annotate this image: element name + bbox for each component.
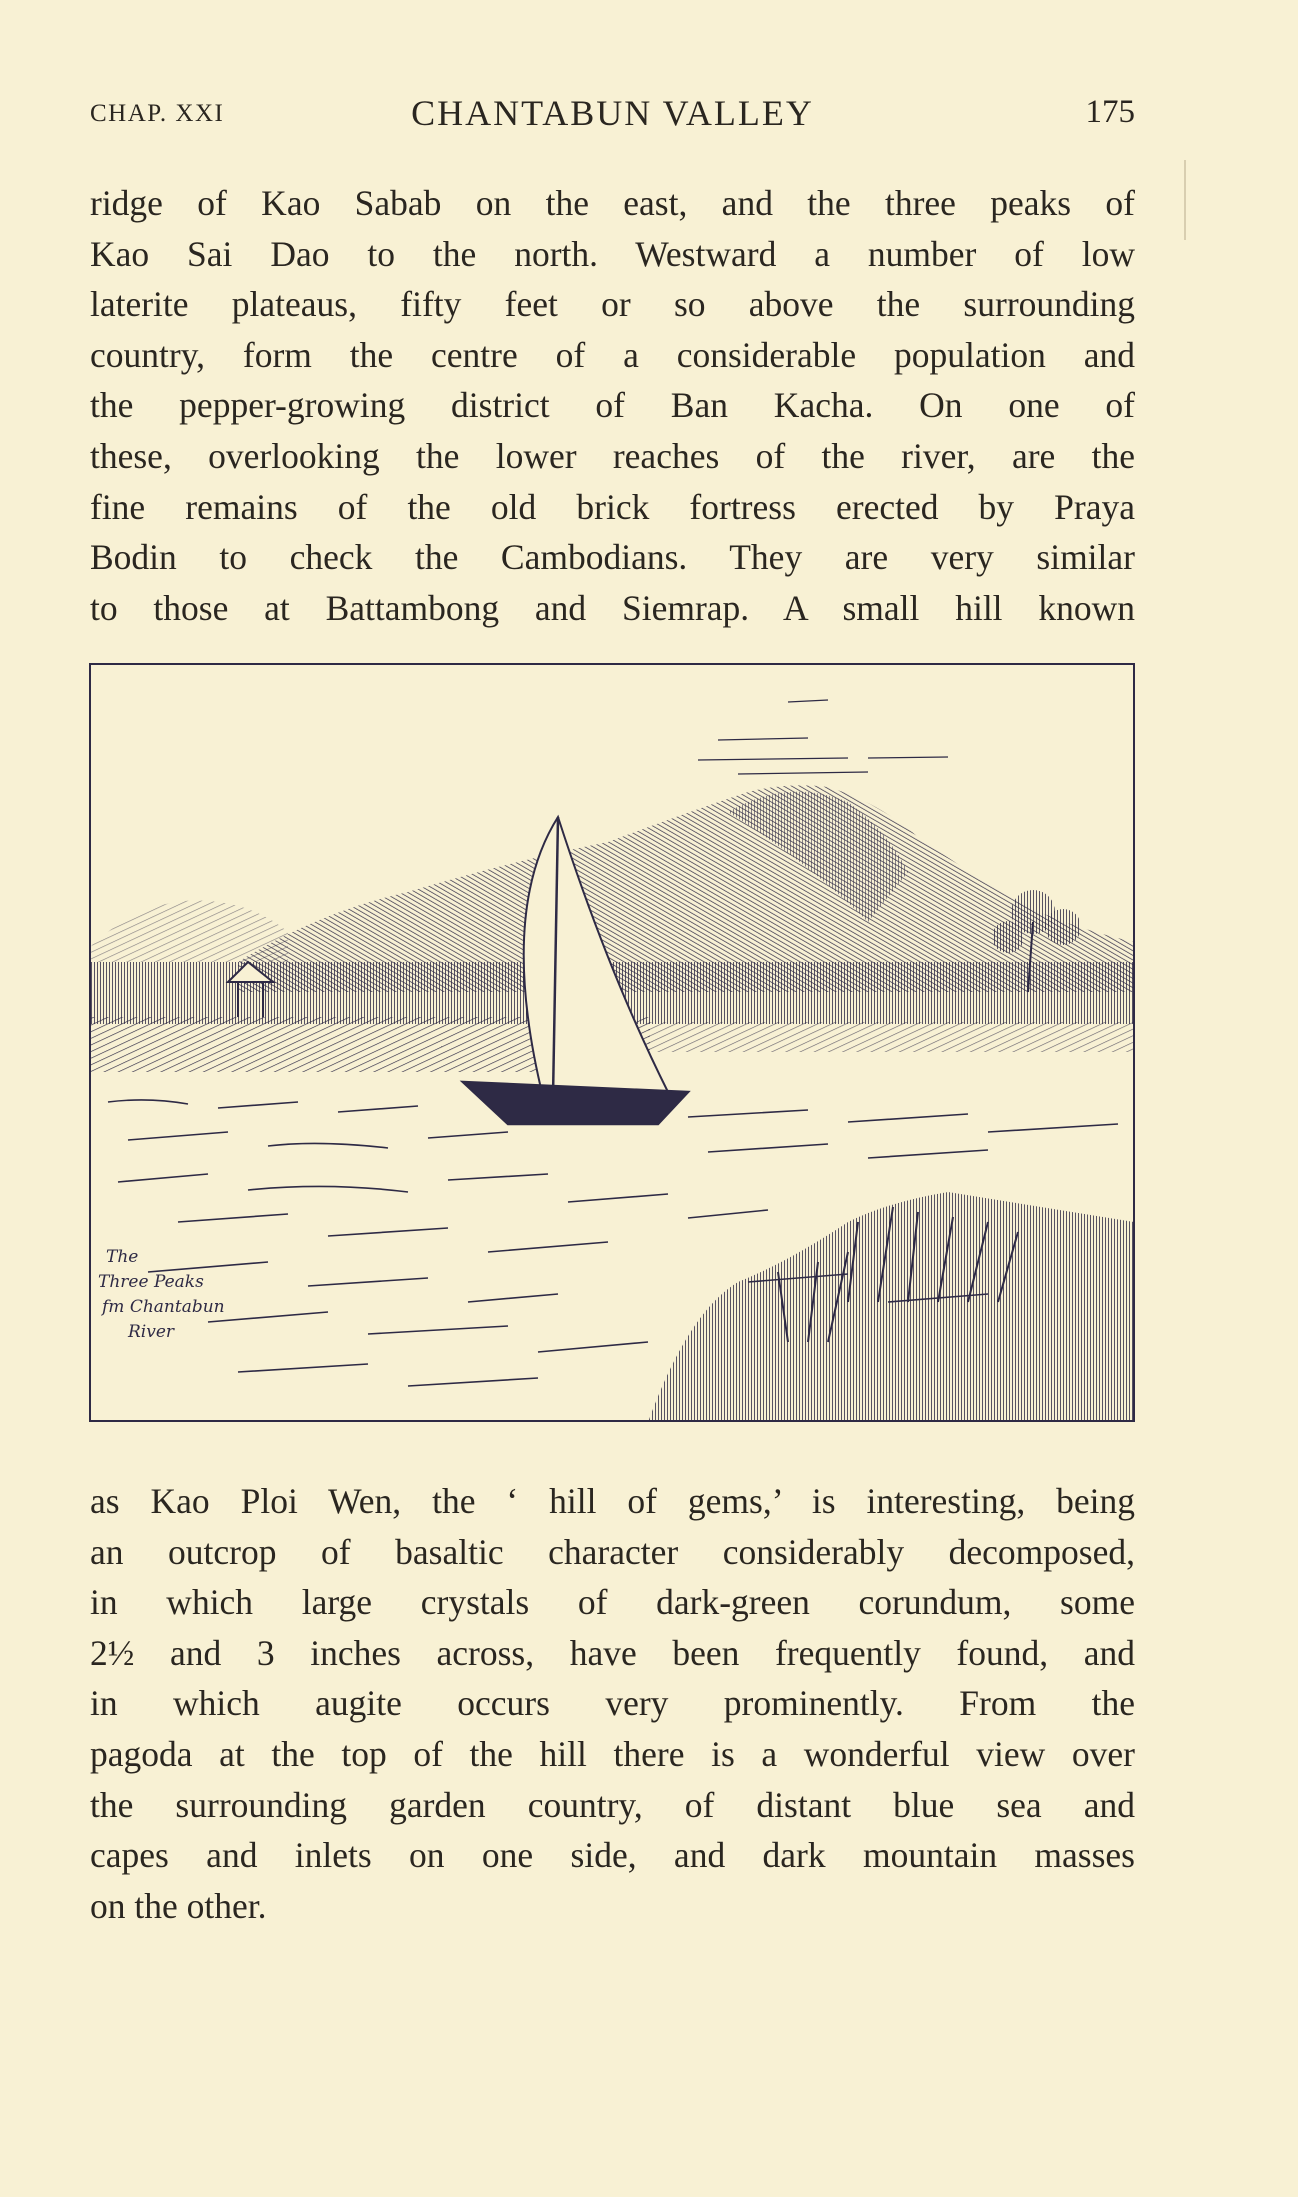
text-line: fine remains of the old brick fortress erected by Praya: [90, 486, 1135, 527]
svg-text:The: The: [106, 1247, 139, 1267]
text-line: capes and inlets on one side, and dark mountain masses: [90, 1835, 1135, 1876]
text-line: pagoda at the top of the hill there is a wonderful view over: [90, 1733, 1135, 1774]
text-line: the surrounding garden country, of distant blue sea and: [90, 1784, 1135, 1825]
running-header: [90, 92, 1135, 142]
paragraph-bottom: [90, 1476, 1135, 1931]
text-line: to those at Battambong and Siemrap. A small hill known: [90, 587, 1135, 628]
river-landscape-illustration: [88, 662, 1140, 1427]
text-line: the pepper-growing district of Ban Kacha. On one of: [90, 385, 1135, 426]
text-line: 2½ and 3 inches across, have been frequently found, and: [90, 1632, 1135, 1673]
text-line: Kao Sai Dao to the north. Westward a number of low: [90, 233, 1135, 274]
svg-text:Three Peaks: Three Peaks: [98, 1272, 204, 1292]
running-title: CHANTABUN VALLEY: [411, 93, 814, 133]
scan-edge-mark: [1184, 160, 1186, 240]
chapter-label: CHAP. XXI: [90, 100, 225, 127]
svg-text:fm Chantabun: fm Chantabun: [102, 1297, 225, 1317]
svg-text:River: River: [128, 1322, 175, 1342]
page-number: 175: [1085, 94, 1135, 130]
text-line: ridge of Kao Sabab on the east, and the three peaks of: [90, 183, 1135, 223]
text-line: an outcrop of basaltic character considerably decomposed,: [90, 1531, 1135, 1572]
text-line: laterite plateaus, fifty feet or so above the surrounding: [90, 284, 1135, 325]
text-line: in which large crystals of dark-green corundum, some: [90, 1582, 1135, 1623]
near-reeds-right: [648, 1022, 1134, 1052]
paragraph-top: [90, 178, 1135, 633]
text-line: Bodin to check the Cambodians. They are very similar: [90, 537, 1135, 578]
text-line: as Kao Ploi Wen, the ‘ hill of gems,’ is interesting, being: [90, 1481, 1135, 1521]
text-line: in which augite occurs very prominently. From the: [90, 1683, 1135, 1724]
text-line: on the other.: [90, 1885, 267, 1926]
text-line: country, form the centre of a considerable population and: [90, 334, 1135, 375]
text-line: these, overlooking the lower reaches of the river, are the: [90, 435, 1135, 476]
